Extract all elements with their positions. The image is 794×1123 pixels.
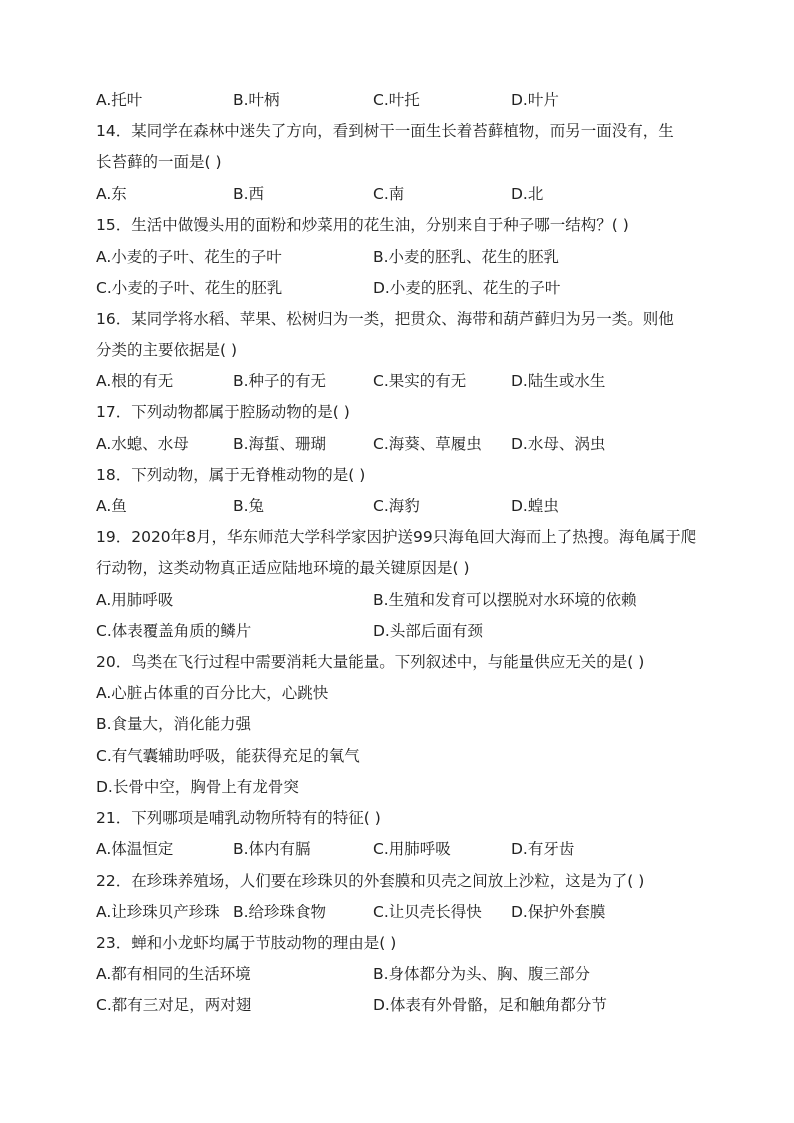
question-stem: 23．蝉和小龙虾均属于节肢动物的理由是( ) (96, 934, 397, 952)
answer-option[interactable]: C.小麦的子叶、花生的胚乳 (96, 279, 283, 297)
answer-option[interactable]: B.食量大，消化能力强 (96, 715, 252, 733)
answer-option[interactable]: C.叶托 (373, 91, 420, 109)
answer-option[interactable]: B.身体都分为头、胸、腹三部分 (373, 965, 591, 983)
answer-option[interactable]: D.头部后面有颈 (373, 622, 483, 640)
answer-option[interactable]: C.体表覆盖角质的鳞片 (96, 622, 252, 640)
answer-option[interactable]: D.长骨中空，胸骨上有龙骨突 (96, 778, 299, 796)
question-stem: 20．鸟类在飞行过程中需要消耗大量能量。下列叙述中，与能量供应无关的是( ) (96, 653, 645, 671)
answer-option[interactable]: A.根的有无 (96, 372, 174, 390)
answer-option[interactable]: A.都有相同的生活环境 (96, 965, 251, 983)
answer-option[interactable]: B.小麦的胚乳、花生的胚乳 (373, 248, 560, 266)
answer-option[interactable]: D.小麦的胚乳、花生的子叶 (373, 279, 561, 297)
question-stem: 14．某同学在森林中迷失了方向，看到树干一面生长着苔藓植物，而另一面没有，生 (96, 122, 674, 140)
answer-option[interactable]: A.心脏占体重的百分比大，心跳快 (96, 684, 329, 702)
question-stem: 22．在珍珠养殖场，人们要在珍珠贝的外套膜和贝壳之间放上沙粒，这是为了( ) (96, 872, 645, 890)
answer-option[interactable]: A.鱼 (96, 497, 127, 515)
answer-option[interactable]: D.保护外套膜 (511, 903, 606, 921)
answer-option[interactable]: B.给珍珠食物 (233, 903, 327, 921)
answer-option[interactable]: A.用肺呼吸 (96, 591, 174, 609)
answer-option[interactable]: C.海葵、草履虫 (373, 435, 482, 453)
answer-option[interactable]: C.海豹 (373, 497, 420, 515)
answer-option[interactable]: C.果实的有无 (373, 372, 467, 390)
question-stem: 行动物，这类动物真正适应陆地环境的最关键原因是( ) (96, 559, 470, 577)
answer-option[interactable]: C.用肺呼吸 (373, 840, 451, 858)
answer-option[interactable]: B.体内有膈 (233, 840, 311, 858)
answer-option[interactable]: D.有牙齿 (511, 840, 575, 858)
question-stem: 16．某同学将水稻、苹果、松树归为一类，把贯众、海带和葫芦藓归为另一类。则他 (96, 310, 674, 328)
answer-option[interactable]: B.西 (233, 185, 265, 203)
question-stem: 18．下列动物，属于无脊椎动物的是( ) (96, 466, 366, 484)
answer-option[interactable]: C.南 (373, 185, 405, 203)
answer-option[interactable]: B.叶柄 (233, 91, 280, 109)
answer-option[interactable]: D.体表有外骨骼，足和触角都分节 (373, 996, 607, 1014)
answer-option[interactable]: B.种子的有无 (233, 372, 327, 390)
question-stem: 19．2020年8月，华东师范大学科学家因护送99只海龟回大海而上了热搜。海龟属于爬 (96, 528, 697, 546)
answer-option[interactable]: A.托叶 (96, 91, 143, 109)
question-stem: 21．下列哪项是哺乳动物所特有的特征( ) (96, 809, 381, 827)
answer-option[interactable]: D.蝗虫 (511, 497, 559, 515)
answer-option[interactable]: D.陆生或水生 (511, 372, 606, 390)
answer-option[interactable]: B.兔 (233, 497, 265, 515)
answer-option[interactable]: C.有气囊辅助呼吸，能获得充足的氧气 (96, 747, 360, 765)
answer-option[interactable]: A.水螅、水母 (96, 435, 189, 453)
answer-option[interactable]: B.海蜇、珊瑚 (233, 435, 327, 453)
answer-option[interactable]: A.让珍珠贝产珍珠 (96, 903, 220, 921)
answer-option[interactable]: D.水母、涡虫 (511, 435, 606, 453)
question-stem: 15．生活中做馒头用的面粉和炒菜用的花生油，分别来自于种子哪一结构？( ) (96, 216, 629, 234)
question-stem: 长苔藓的一面是( ) (96, 153, 222, 171)
answer-option[interactable]: D.叶片 (511, 91, 559, 109)
answer-option[interactable]: D.北 (511, 185, 544, 203)
question-stem: 17．下列动物都属于腔肠动物的是( ) (96, 403, 350, 421)
answer-option[interactable]: A.东 (96, 185, 127, 203)
answer-option[interactable]: C.都有三对足，两对翅 (96, 996, 252, 1014)
question-stem: 分类的主要依据是( ) (96, 341, 238, 359)
answer-option[interactable]: B.生殖和发育可以摆脱对水环境的依赖 (373, 591, 637, 609)
answer-option[interactable]: C.让贝壳长得快 (373, 903, 482, 921)
answer-option[interactable]: A.体温恒定 (96, 840, 174, 858)
answer-option[interactable]: A.小麦的子叶、花生的子叶 (96, 248, 282, 266)
